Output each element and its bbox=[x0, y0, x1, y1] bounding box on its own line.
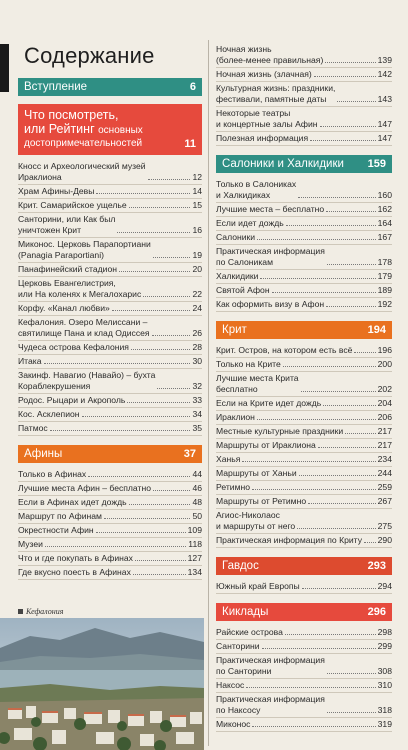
leader-dots bbox=[153, 490, 190, 491]
toc-entry-page: 290 bbox=[377, 535, 392, 545]
leader-dots bbox=[310, 140, 376, 141]
leader-dots bbox=[50, 430, 191, 431]
left-column bbox=[18, 40, 202, 581]
toc-entry-title: Патмос bbox=[18, 423, 48, 433]
toc-entry-title: Миконос bbox=[216, 719, 251, 729]
leader-dots bbox=[127, 402, 190, 403]
toc-entry[interactable] bbox=[216, 440, 392, 453]
toc-entry[interactable] bbox=[216, 373, 392, 397]
section-page: 6 bbox=[189, 81, 196, 93]
column-divider bbox=[208, 40, 209, 746]
caption-square-icon bbox=[18, 609, 23, 614]
toc-entry[interactable] bbox=[216, 133, 392, 146]
section-label: Салоники и Халкидики bbox=[222, 158, 344, 170]
leader-dots bbox=[143, 296, 190, 297]
toc-entry-title: Маршруты от Ханьи bbox=[216, 468, 297, 478]
section-page: 159 bbox=[367, 158, 386, 170]
toc-entry[interactable] bbox=[216, 44, 392, 68]
toc-entry-title: Санторини bbox=[216, 641, 260, 651]
toc-entry-page: 134 bbox=[187, 567, 202, 577]
toc-entry-title: Ханья bbox=[216, 454, 241, 464]
leader-dots bbox=[157, 388, 190, 389]
toc-entry[interactable] bbox=[216, 627, 392, 640]
toc-entry[interactable] bbox=[18, 539, 202, 552]
leader-dots bbox=[96, 193, 190, 194]
athens-toc-list bbox=[18, 469, 202, 580]
leader-dots bbox=[299, 475, 376, 476]
toc-entry-title: Только на Крите bbox=[216, 359, 281, 369]
toc-entry[interactable] bbox=[216, 69, 392, 82]
toc-entry-page: 28 bbox=[192, 342, 202, 352]
section-page: 194 bbox=[367, 324, 386, 336]
toc-entry-page: 32 bbox=[192, 381, 202, 391]
toc-entry-page: 24 bbox=[192, 303, 202, 313]
toc-entry[interactable] bbox=[18, 497, 202, 510]
toc-entry-title: Агиос-Николаос и маршруты от него bbox=[216, 510, 296, 531]
section-band-crete[interactable] bbox=[216, 321, 392, 339]
saloniki-toc-list bbox=[216, 179, 392, 312]
toc-entry-page: 12 bbox=[192, 172, 202, 182]
section-page: 11 bbox=[184, 138, 196, 150]
section-page: 296 bbox=[367, 606, 386, 618]
toc-entry-page: 33 bbox=[192, 395, 202, 405]
toc-entry-title: Миконос. Церковь Парапортиани (Panagia Paraportiani) bbox=[18, 239, 151, 260]
toc-entry-page: 127 bbox=[187, 553, 202, 563]
toc-entry[interactable] bbox=[216, 468, 392, 481]
leader-dots bbox=[337, 101, 375, 102]
leader-dots bbox=[262, 648, 376, 649]
toc-entry-title: Церковь Евангелистрия, или На коленях к Мегалохарис bbox=[18, 278, 142, 299]
toc-entry[interactable] bbox=[216, 232, 392, 245]
leader-dots bbox=[345, 433, 375, 434]
toc-entry-page: 179 bbox=[377, 271, 392, 281]
toc-entry-page: 147 bbox=[377, 133, 392, 143]
toc-entry-title: Только в Афинах bbox=[18, 469, 87, 479]
toc-entry-page: 298 bbox=[377, 627, 392, 637]
toc-entry-title: Культурная жизнь: праздники, фестивали, памятные даты bbox=[216, 83, 336, 104]
leader-dots bbox=[318, 447, 376, 448]
photo-caption: Кефалония bbox=[18, 607, 63, 616]
toc-entry[interactable] bbox=[216, 535, 392, 548]
toc-entry[interactable] bbox=[18, 409, 202, 422]
leader-dots bbox=[301, 391, 376, 392]
toc-entry-title: Окрестности Афин bbox=[18, 525, 94, 535]
rating-line2: или Рейтинг основных bbox=[24, 122, 143, 136]
toc-entry-page: 50 bbox=[192, 511, 202, 521]
leader-dots bbox=[308, 503, 376, 504]
toc-entry-title: Храм Афины-Девы bbox=[18, 186, 95, 196]
leader-dots bbox=[152, 335, 191, 336]
section-label: Вступление bbox=[24, 81, 88, 93]
toc-entry[interactable] bbox=[216, 345, 392, 358]
toc-entry[interactable] bbox=[18, 214, 202, 238]
toc-entry-title: Полезная информация bbox=[216, 133, 309, 143]
toc-entry-page: 192 bbox=[377, 299, 392, 309]
toc-entry-page: 118 bbox=[188, 539, 202, 549]
toc-entry[interactable] bbox=[18, 161, 202, 185]
toc-entry-title: Практическая информация по Наксосу bbox=[216, 694, 325, 715]
toc-entry-title: Родос. Рыцари и Акрополь bbox=[18, 395, 126, 405]
toc-entry[interactable] bbox=[216, 359, 392, 372]
toc-entry-title: Ираклион bbox=[216, 412, 255, 422]
toc-entry-page: 15 bbox=[192, 200, 202, 210]
toc-entry[interactable] bbox=[18, 469, 202, 482]
toc-entry-page: 26 bbox=[192, 328, 202, 338]
kefalonia-photo bbox=[0, 618, 204, 750]
rating-line1: Что посмотреть, bbox=[24, 108, 119, 122]
toc-entry-title: Что и где покупать в Афинах bbox=[18, 553, 133, 563]
toc-entry[interactable] bbox=[216, 680, 392, 693]
toc-entry-title: Практическая информация по Санторини bbox=[216, 655, 325, 676]
toc-entry[interactable] bbox=[216, 641, 392, 654]
cyclades-toc-list bbox=[216, 627, 392, 732]
section-page: 293 bbox=[367, 560, 386, 572]
toc-entry[interactable] bbox=[18, 342, 202, 355]
leader-dots bbox=[246, 687, 375, 688]
section-band-intro[interactable] bbox=[18, 78, 202, 96]
toc-entry-title: Закинф. Навагио (Навайо) – бухта Кораблекрушения bbox=[18, 370, 156, 391]
leader-dots bbox=[82, 416, 191, 417]
leader-dots bbox=[96, 532, 186, 533]
toc-entry[interactable] bbox=[216, 426, 392, 439]
leader-dots bbox=[364, 542, 376, 543]
toc-entry[interactable] bbox=[18, 525, 202, 538]
toc-entry[interactable] bbox=[18, 370, 202, 394]
toc-entry-title: Как оформить визу в Афон bbox=[216, 299, 325, 309]
toc-entry-page: 202 bbox=[377, 384, 392, 394]
toc-entry-page: 244 bbox=[377, 468, 392, 478]
toc-entry-page: 164 bbox=[377, 218, 392, 228]
toc-entry-title: Крит. Остров, на котором есть всё bbox=[216, 345, 353, 355]
toc-entry-title: Лучшие места Крита бесплатно bbox=[216, 373, 299, 394]
toc-entry[interactable] bbox=[18, 239, 202, 263]
toc-entry[interactable] bbox=[216, 694, 392, 718]
toc-entry[interactable] bbox=[216, 83, 392, 107]
toc-entry-title: Маршрут по Афинам bbox=[18, 511, 102, 521]
toc-entry-title: Корфу. «Канал любви» bbox=[18, 303, 110, 313]
edge-marker bbox=[0, 44, 9, 92]
leader-dots bbox=[260, 278, 375, 279]
section-band-gavdos[interactable] bbox=[216, 557, 392, 575]
toc-entry-page: 46 bbox=[192, 483, 202, 493]
leader-dots bbox=[327, 712, 376, 713]
toc-entry-title: Ретимно bbox=[216, 482, 251, 492]
toc-entry-page: 319 bbox=[377, 719, 392, 729]
toc-entry-title: Лучшие места – бесплатно bbox=[216, 204, 325, 214]
toc-entry[interactable] bbox=[216, 204, 392, 217]
leader-dots bbox=[326, 306, 376, 307]
rating-line3: достопримечательностей 11 bbox=[24, 138, 196, 150]
toc-entry[interactable] bbox=[18, 483, 202, 496]
toc-entry[interactable] bbox=[216, 510, 392, 534]
toc-entry-page: 22 bbox=[192, 289, 202, 299]
leader-dots bbox=[326, 211, 376, 212]
toc-entry-page: 160 bbox=[377, 190, 392, 200]
leader-dots bbox=[242, 461, 375, 462]
toc-entry[interactable] bbox=[216, 412, 392, 425]
toc-entry-page: 275 bbox=[377, 521, 392, 531]
toc-entry[interactable] bbox=[216, 246, 392, 270]
toc-entry-title: Райские острова bbox=[216, 627, 283, 637]
toc-entry-title: Лучшие места Афин – бесплатно bbox=[18, 483, 151, 493]
toc-entry-page: 16 bbox=[192, 225, 202, 235]
leader-dots bbox=[286, 225, 376, 226]
toc-entry[interactable] bbox=[216, 218, 392, 231]
toc-entry-page: 294 bbox=[377, 581, 392, 591]
right-column bbox=[216, 44, 392, 733]
toc-entry-title: Южный край Европы bbox=[216, 581, 300, 591]
toc-entry-title: Кносс и Археологический музей Ираклиона bbox=[18, 161, 146, 182]
toc-entry-title: Где вкусно поесть в Афинах bbox=[18, 567, 131, 577]
toc-entry[interactable] bbox=[18, 356, 202, 369]
toc-entry-title: Салоники bbox=[216, 232, 256, 242]
toc-entry-page: 310 bbox=[377, 680, 392, 690]
toc-entry[interactable] bbox=[216, 179, 392, 203]
toc-entry[interactable] bbox=[18, 553, 202, 566]
leader-dots bbox=[129, 207, 191, 208]
toc-entry[interactable] bbox=[18, 567, 202, 580]
toc-entry-title: Святой Афон bbox=[216, 285, 270, 295]
section-band-rating[interactable] bbox=[18, 104, 202, 155]
toc-entry-title: Практическая информация по Криту bbox=[216, 535, 363, 545]
leader-dots bbox=[327, 264, 376, 265]
leader-dots bbox=[252, 726, 375, 727]
leader-dots bbox=[297, 528, 375, 529]
leader-dots bbox=[285, 634, 376, 635]
toc-entry-title: Если идет дождь bbox=[216, 218, 284, 228]
section-band-athens[interactable] bbox=[18, 445, 202, 463]
toc-entry[interactable] bbox=[216, 454, 392, 467]
toc-entry-page: 308 bbox=[377, 666, 392, 676]
toc-entry[interactable] bbox=[216, 108, 392, 132]
toc-entry-title: Музеи bbox=[18, 539, 43, 549]
toc-entry-title: Только в Салониках и Халкидиках bbox=[216, 179, 297, 200]
toc-entry[interactable] bbox=[18, 395, 202, 408]
section-label: Киклады bbox=[222, 606, 269, 618]
toc-entry-page: 48 bbox=[192, 497, 202, 507]
toc-entry-page: 14 bbox=[192, 186, 202, 196]
toc-entry-page: 35 bbox=[192, 423, 202, 433]
section-band-cyclades[interactable] bbox=[216, 603, 392, 621]
toc-entry-title: Ночная жизнь (злачная) bbox=[216, 69, 312, 79]
toc-entry-page: 206 bbox=[377, 412, 392, 422]
leader-dots bbox=[44, 363, 191, 364]
toc-entry[interactable] bbox=[216, 655, 392, 679]
toc-entry-title: Халкидики bbox=[216, 271, 259, 281]
section-band-saloniki[interactable] bbox=[216, 155, 392, 173]
leader-dots bbox=[117, 232, 190, 233]
toc-entry-title: Если на Крите идет дождь bbox=[216, 398, 322, 408]
section-page: 37 bbox=[183, 448, 196, 460]
toc-entry[interactable] bbox=[18, 264, 202, 277]
leader-dots bbox=[148, 179, 191, 180]
toc-entry-title: Некоторые театры и концертные залы Афин bbox=[216, 108, 318, 129]
toc-entry-title: Ночная жизнь (более-менее правильная) bbox=[216, 44, 324, 65]
toc-entry-page: 217 bbox=[377, 440, 392, 450]
leader-dots bbox=[327, 673, 376, 674]
section-label: Крит bbox=[222, 324, 247, 336]
leader-dots bbox=[131, 349, 191, 350]
toc-entry-page: 162 bbox=[377, 204, 392, 214]
leader-dots bbox=[325, 62, 375, 63]
leader-dots bbox=[354, 352, 375, 353]
toc-entry[interactable] bbox=[18, 278, 202, 302]
crete-toc-list bbox=[216, 345, 392, 548]
leader-dots bbox=[272, 292, 376, 293]
toc-entry-page: 142 bbox=[377, 69, 392, 79]
toc-entry[interactable] bbox=[216, 285, 392, 298]
leader-dots bbox=[320, 126, 376, 127]
toc-entry-title: Чудеса острова Кефалония bbox=[18, 342, 129, 352]
toc-entry-page: 19 bbox=[192, 250, 202, 260]
leader-dots bbox=[314, 76, 376, 77]
leader-dots bbox=[129, 504, 191, 505]
toc-entry-title: Кос. Асклепион bbox=[18, 409, 80, 419]
toc-entry[interactable] bbox=[216, 482, 392, 495]
toc-entry-page: 34 bbox=[192, 409, 202, 419]
toc-entry-title: Итака bbox=[18, 356, 42, 366]
toc-entry-page: 204 bbox=[377, 398, 392, 408]
toc-entry-page: 196 bbox=[377, 345, 392, 355]
leader-dots bbox=[104, 518, 190, 519]
rating-toc-list bbox=[18, 161, 202, 436]
toc-entry[interactable] bbox=[18, 186, 202, 199]
toc-entry-page: 234 bbox=[377, 454, 392, 464]
page-title: Содержание bbox=[24, 43, 155, 68]
leader-dots bbox=[283, 366, 376, 367]
toc-entry-page: 318 bbox=[377, 705, 392, 715]
toc-entry-title: Панафинейский стадион bbox=[18, 264, 117, 274]
leader-dots bbox=[88, 476, 190, 477]
toc-entry-title: Если в Афинах идет дождь bbox=[18, 497, 127, 507]
toc-entry-page: 267 bbox=[377, 496, 392, 506]
section-label: Афины bbox=[24, 448, 63, 460]
toc-entry-title: Крит. Самарийское ущелье bbox=[18, 200, 127, 210]
leader-dots bbox=[135, 560, 186, 561]
toc-entry[interactable] bbox=[216, 719, 392, 732]
leader-dots bbox=[119, 271, 190, 272]
leader-dots bbox=[252, 489, 376, 490]
toc-entry[interactable] bbox=[216, 496, 392, 509]
toc-entry[interactable] bbox=[216, 398, 392, 411]
toc-entry-page: 147 bbox=[377, 119, 392, 129]
leader-dots bbox=[112, 310, 191, 311]
toc-entry[interactable] bbox=[18, 303, 202, 316]
toc-entry[interactable] bbox=[18, 423, 202, 436]
toc-entry-page: 178 bbox=[377, 257, 392, 267]
toc-entry-page: 109 bbox=[187, 525, 202, 535]
toc-entry[interactable] bbox=[216, 299, 392, 312]
toc-entry[interactable] bbox=[18, 317, 202, 341]
leader-dots bbox=[323, 405, 375, 406]
leader-dots bbox=[45, 546, 186, 547]
toc-entry[interactable] bbox=[18, 511, 202, 524]
toc-entry-title: Кефалония. Озеро Мелиссани – святилище Пана и клад Одиссея bbox=[18, 317, 150, 338]
leader-dots bbox=[257, 419, 376, 420]
toc-entry-page: 299 bbox=[377, 641, 392, 651]
toc-entry[interactable] bbox=[216, 581, 392, 594]
toc-entry-page: 189 bbox=[377, 285, 392, 295]
toc-entry-title: Санторини, или Как был уничтожен Крит bbox=[18, 214, 116, 235]
leader-dots bbox=[298, 197, 375, 198]
leader-dots bbox=[302, 588, 376, 589]
athens-continued-list bbox=[216, 44, 392, 146]
toc-entry-page: 200 bbox=[377, 359, 392, 369]
section-label: Гавдос bbox=[222, 560, 259, 572]
toc-entry-page: 139 bbox=[377, 55, 392, 65]
toc-entry-title: Маршруты от Ираклиона bbox=[216, 440, 316, 450]
leader-dots bbox=[257, 239, 376, 240]
toc-entry-page: 217 bbox=[377, 426, 392, 436]
gavdos-toc-list bbox=[216, 581, 392, 594]
toc-entry[interactable] bbox=[18, 200, 202, 213]
toc-entry-page: 167 bbox=[377, 232, 392, 242]
toc-entry-page: 143 bbox=[377, 94, 392, 104]
toc-entry-page: 30 bbox=[192, 356, 202, 366]
toc-entry-page: 259 bbox=[377, 482, 392, 492]
leader-dots bbox=[133, 574, 186, 575]
toc-entry-page: 20 bbox=[192, 264, 202, 274]
toc-entry-title: Практическая информация по Салоникам bbox=[216, 246, 325, 267]
toc-entry-title: Местные культурные праздники bbox=[216, 426, 344, 436]
toc-entry-page: 44 bbox=[192, 469, 202, 479]
toc-entry[interactable] bbox=[216, 271, 392, 284]
toc-entry-title: Маршруты от Ретимно bbox=[216, 496, 307, 506]
leader-dots bbox=[153, 257, 191, 258]
toc-entry-title: Наксос bbox=[216, 680, 245, 690]
